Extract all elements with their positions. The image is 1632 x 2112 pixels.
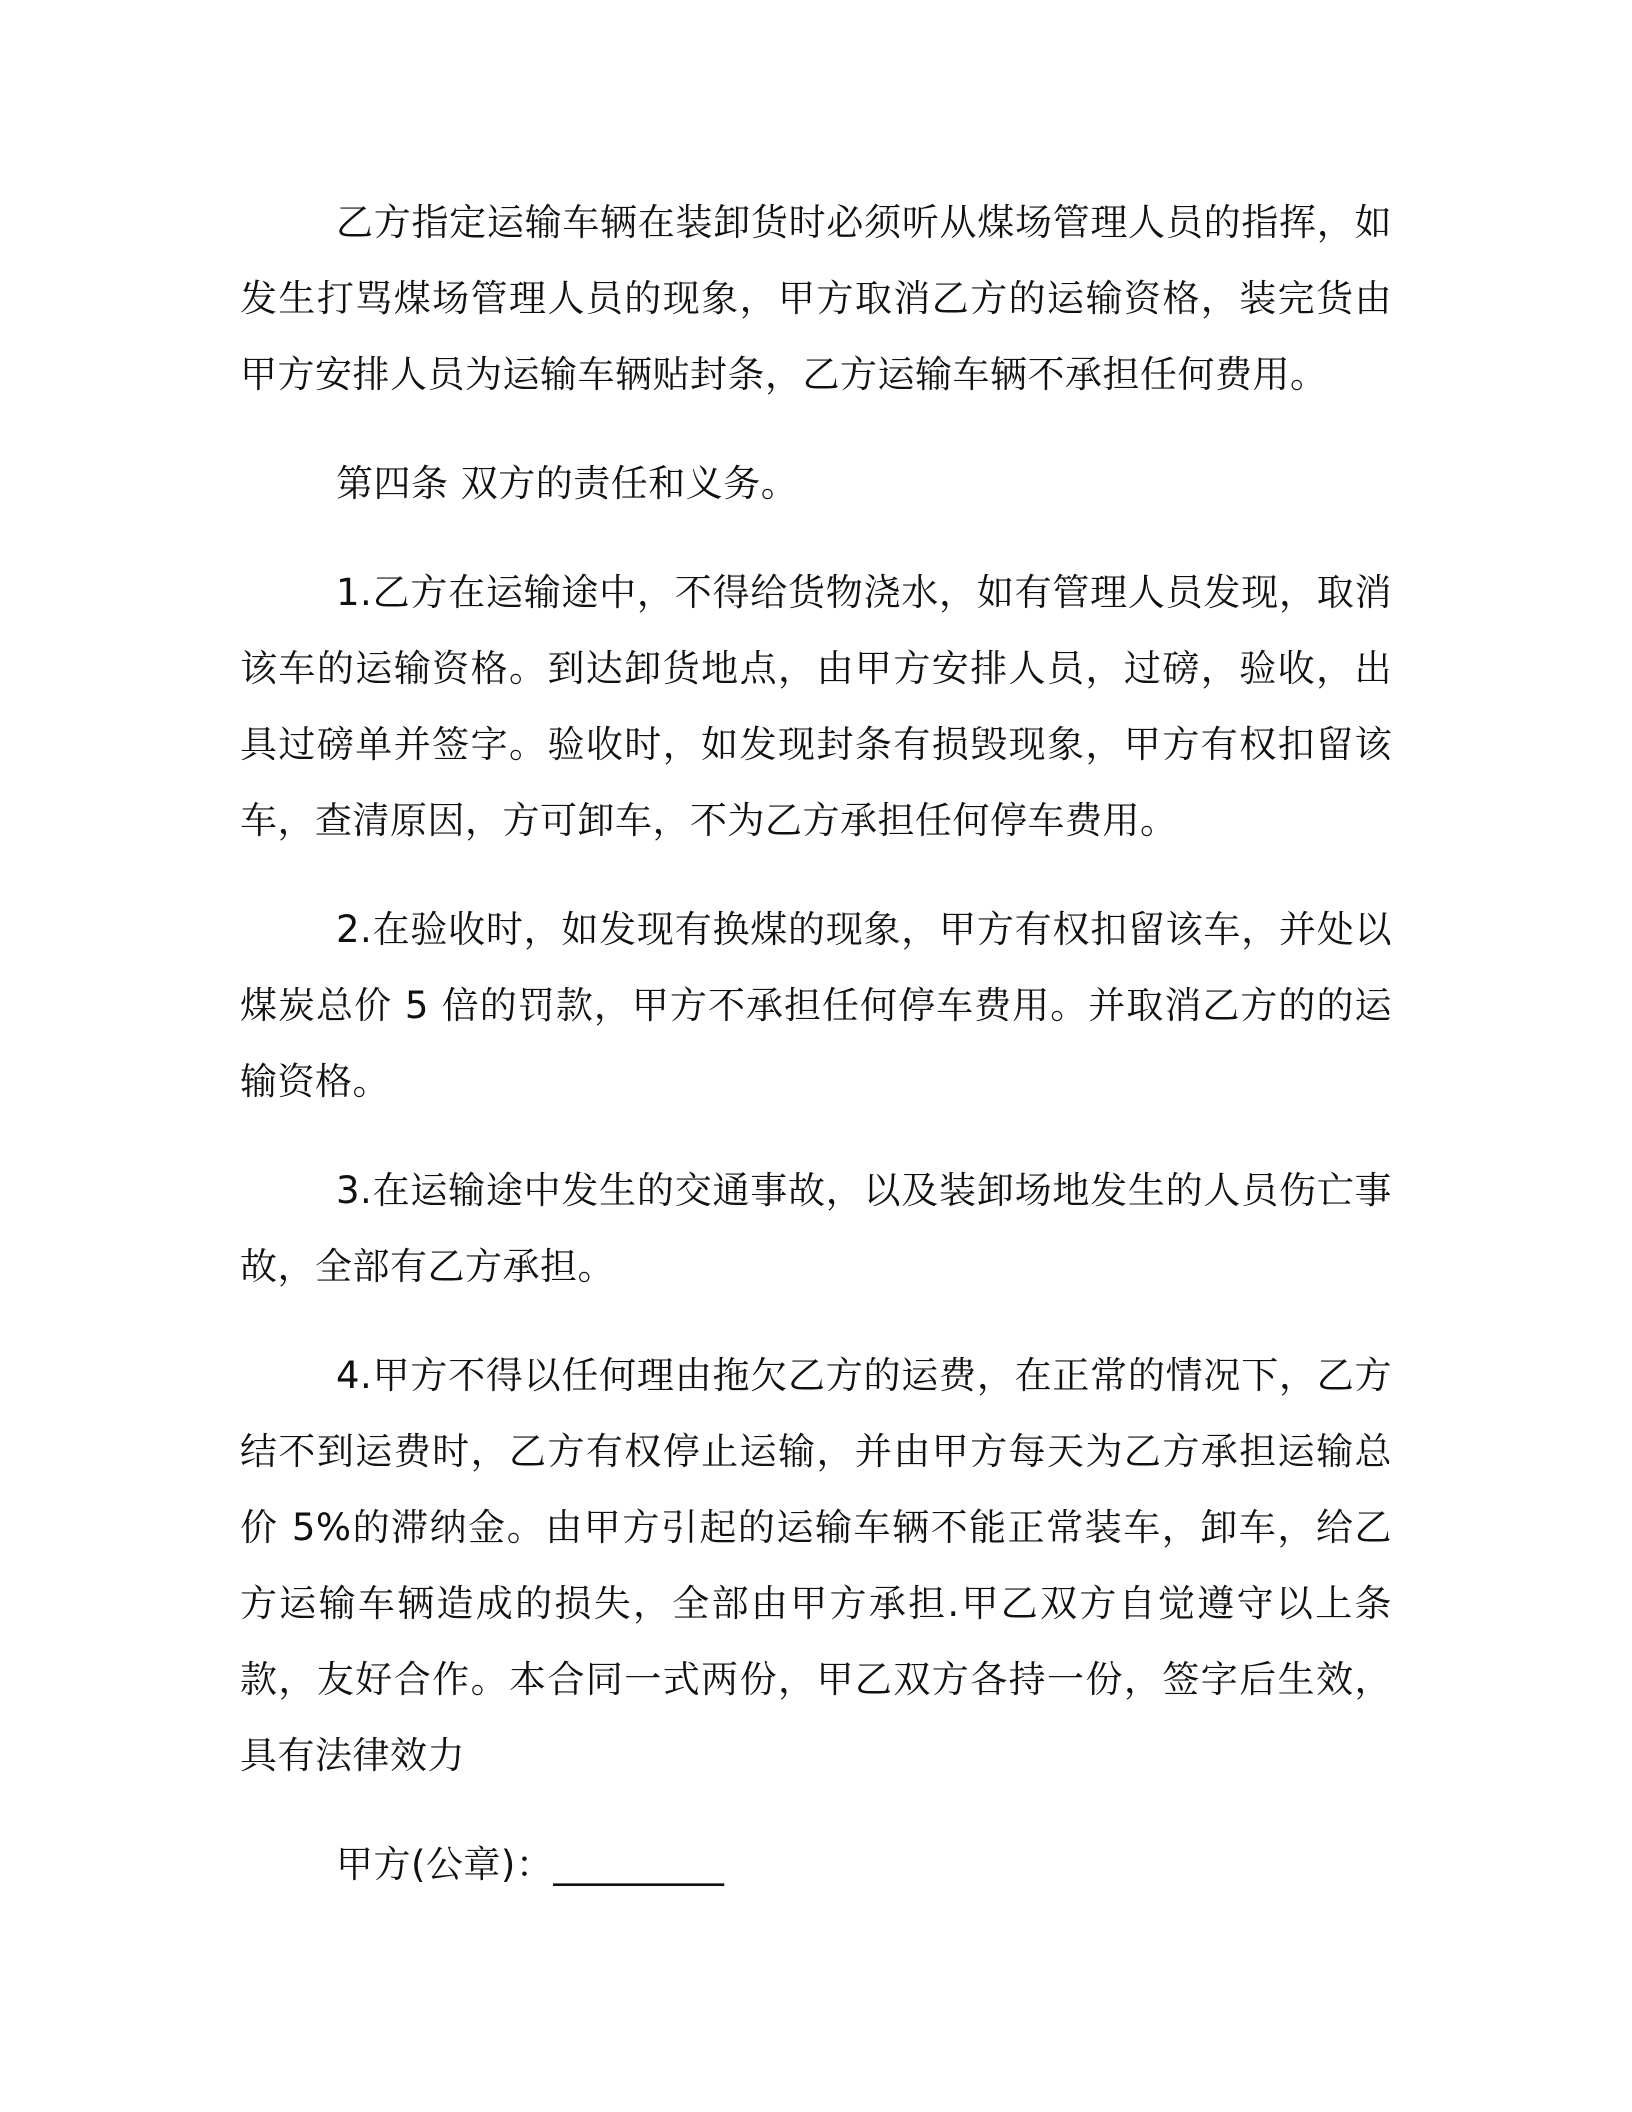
document-body — [240, 185, 1392, 1903]
article-four-heading: 第四条 双方的责任和义务。 — [336, 462, 799, 505]
clause-2: 2.在验收时，如发现有换煤的现象，甲方有权扣留该车，并处以煤炭总价 5 倍的罚款，甲方不承担任何停车费用。并取消乙方的的运输资格。 — [240, 908, 1392, 1103]
clause-4: 4.甲方不得以任何理由拖欠乙方的运费，在正常的情况下，乙方结不到运费时，乙方有权停止运输，并由甲方每天为乙方承担运输总价 5%的滞纳金。由甲方引起的运输车辆不能正常装车，卸车，给乙方运输车辆造成的损失，全部由甲方承担.甲乙双方自觉遵守以上条款，友好合作。本合同一式两份，甲乙双方各持一份，签字后生效，具有法律效力 — [240, 1354, 1392, 1777]
clause-1: 1.乙方在运输途中，不得给货物浇水，如有管理人员发现，取消该车的运输资格。到达卸货地点，由甲方安排人员，过磅，验收，出具过磅单并签字。验收时，如发现封条有损毁现象，甲方有权扣留该车，查清原因，方可卸车，不为乙方承担任何停车费用。 — [240, 571, 1392, 842]
paragraph-loading-instructions: 乙方指定运输车辆在装卸货时必须听从煤场管理人员的指挥，如发生打骂煤场管理人员的现象，甲方取消乙方的运输资格，装完货由甲方安排人员为运输车辆贴封条，乙方运输车辆不承担任何费用。 — [240, 201, 1392, 396]
party-a-signature-line: 甲方(公章)：_________ — [336, 1843, 725, 1886]
clause-3: 3.在运输途中发生的交通事故，以及装卸场地发生的人员伤亡事故，全部有乙方承担。 — [240, 1169, 1392, 1288]
